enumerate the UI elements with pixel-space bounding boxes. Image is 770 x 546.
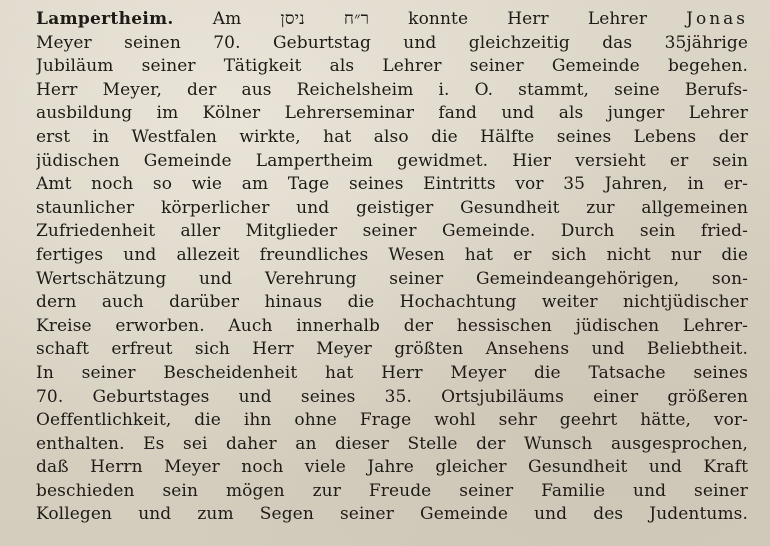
article-line-8: Amt noch so wie am Tage seines Eintritts vor 35 Jahren, in er- [36, 174, 748, 195]
article-line-2: Meyer seinen 70. Geburtstag und gleichzeitig das 35jährige [36, 32, 748, 53]
article-line-11: fertiges und allezeit freundliches Wesen hat er sich nicht nur die [36, 244, 748, 265]
article-line-3: Jubiläum seiner Tätigkeit als Lehrer seiner Gemeinde begehen. [36, 56, 748, 77]
article-line-9: staunlicher körperlicher und geistiger Gesundheit zur allgemeinen [36, 197, 748, 218]
article-line-15: schaft erfreut sich Herr Meyer größten Ansehens und Beliebtheit. [36, 339, 748, 360]
article-line-19: enthalten. Es sei daher an dieser Stelle der Wunsch ausgesprochen, [36, 433, 748, 454]
article-line-20: daß Herrn Meyer noch viele Jahre gleicher Gesundheit und Kraft [36, 457, 748, 478]
article-line-14: Kreise erworben. Auch innerhalb der hessischen jüdischen Lehrer- [36, 315, 748, 336]
article-line-1 [36, 8, 748, 32]
article-line-5: ausbildung im Kölner Lehrerseminar fand und als junger Lehrer [36, 103, 748, 124]
article-line-12: Wertschätzung und Verehrung seiner Gemeindeangehörigen, son- [36, 268, 748, 289]
news-article [36, 8, 748, 527]
article-title: Lampertheim. [36, 9, 174, 29]
teacher-first-name: Jonas [686, 9, 748, 29]
article-line-4: Herr Meyer, der aus Reichelsheim i. O. stammt, seine Berufs- [36, 79, 748, 100]
article-line-18: Oeffentlichkeit, die ihn ohne Frage wohl sehr geehrt hätte, vor- [36, 410, 748, 431]
article-line-6: erst in Westfalen wirkte, hat also die Hälfte seines Lebens der [36, 126, 748, 147]
article-line-22: Kollegen und zum Segen seiner Gemeinde und des Judentums. [36, 504, 748, 525]
article-line-16: In seiner Bescheidenheit hat Herr Meyer die Tatsache seines [36, 362, 748, 383]
article-line-10: Zufriedenheit aller Mitglieder seiner Gemeinde. Durch sein fried- [36, 221, 748, 242]
article-line-21: beschieden sein mögen zur Freude seiner Familie und seiner [36, 480, 748, 501]
article-line-13: dern auch darüber hinaus die Hochachtung weiter nichtjüdischer [36, 292, 748, 313]
article-line-17: 70. Geburtstages und seines 35. Ortsjubiläums einer größeren [36, 386, 748, 407]
article-text: Am ר״ח ניסן konnte Herr Lehrer [212, 9, 648, 29]
article-line-7: jüdischen Gemeinde Lampertheim gewidmet. Hier versieht er sein [36, 150, 748, 171]
